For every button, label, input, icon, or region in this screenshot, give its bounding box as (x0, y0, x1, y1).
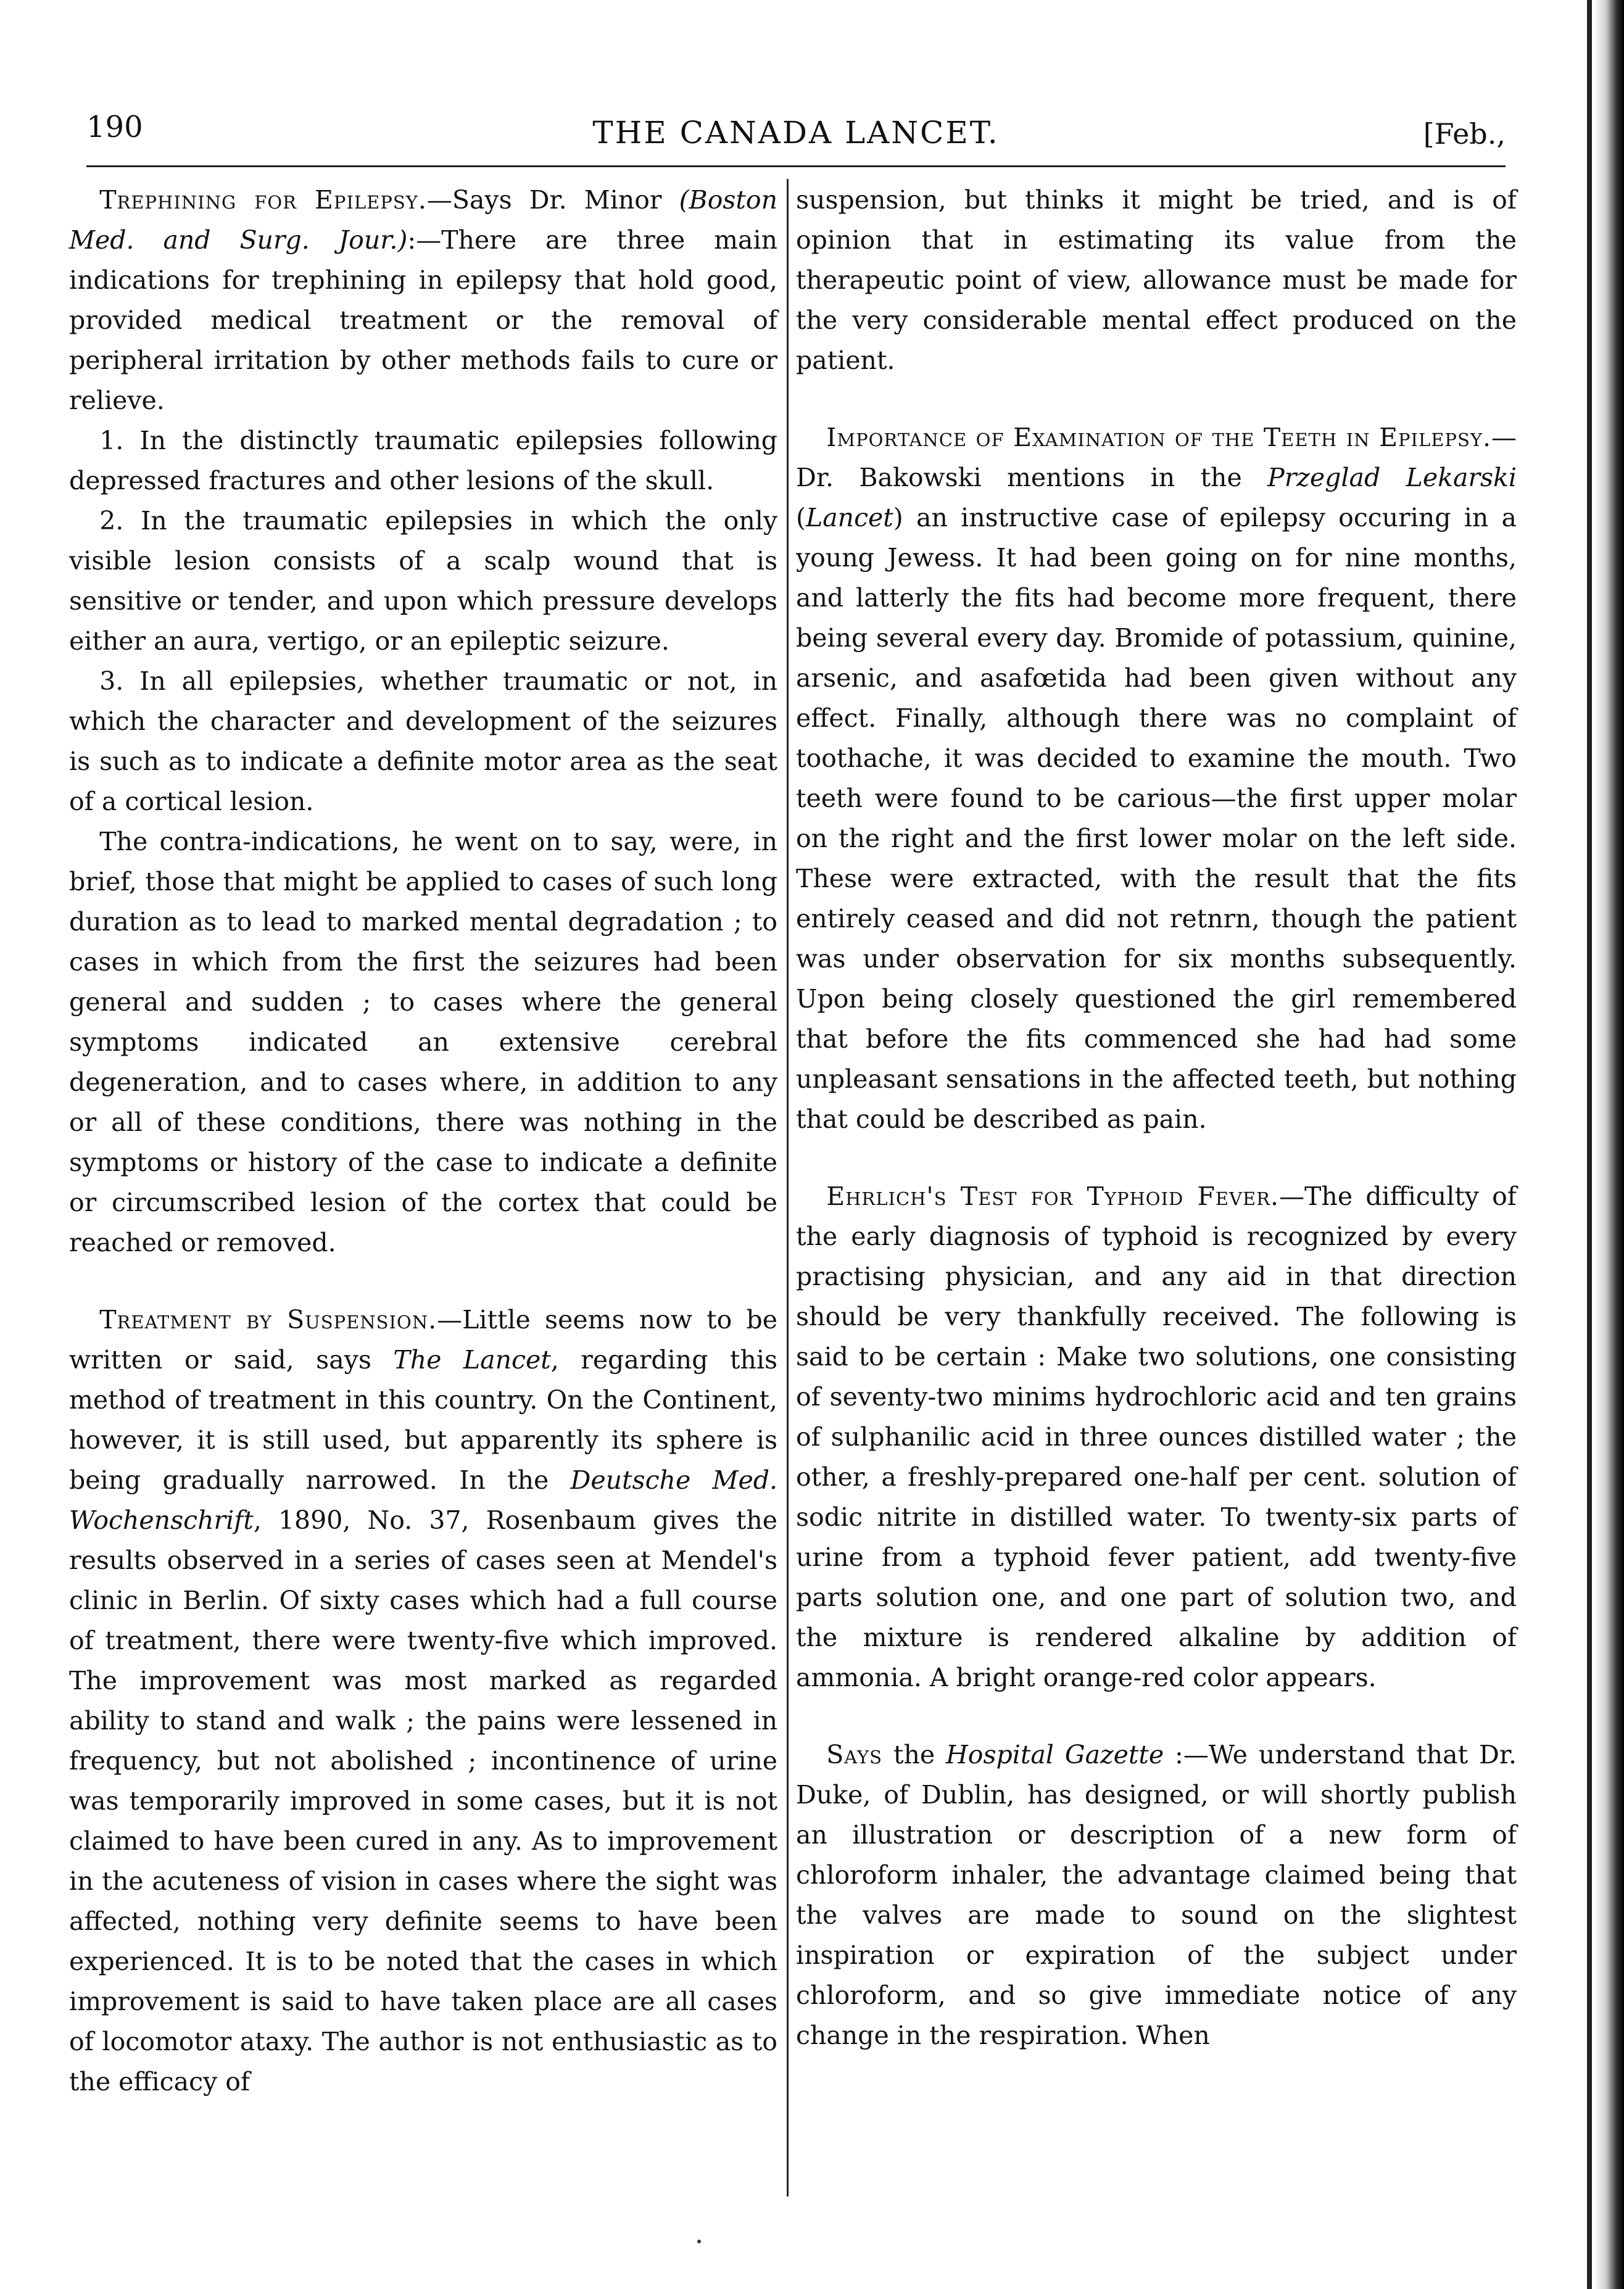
suspension-source-2: Deutsche Med. Wochenschrift (69, 1465, 777, 1535)
trephining-point-2: 2. In the traumatic epilepsies in which the only visible lesion consists of a scalp wound that is sensitive or tender, and upon which pressure develops either an aura, vertigo, or an epileptic seizure. (69, 506, 777, 656)
trephining-heading: Trephining for Epilepsy. (99, 185, 427, 215)
suspension-article (69, 1300, 777, 2102)
suspension-heading: Treatment by Suspension. (99, 1305, 437, 1335)
page-number: 190 (86, 110, 143, 144)
suspension-text-c: , 1890, No. 37, Rosenbaum gives the results observed in a series of cases seen at Mendel's clinic in Berlin. Of sixty cases which had a full course of treatment, there were twenty-five which improved. The improvement was most marked as regarded ability to stand and walk ; the pains were lessened in frequency, but not abolished ; incontinence of urine was temporarily improved in some cases, but it is not claimed to have been cured in any. As to improvement in the acuteness of vision in cases where the sight was affected, nothing very definite seems to have been experienced. It is to be noted that the cases in which improvement is said to have taken place are all cases of locomotor ataxy. The author is not enthusiastic as to the efficacy of (69, 1505, 777, 2097)
trephining-source: (Boston Med. and Surg. Jour.) (69, 185, 777, 255)
gazette-article (796, 1735, 1517, 2056)
left-column (69, 180, 777, 2102)
trephining-intro (69, 180, 777, 421)
teeth-heading: Importance of Examination of the Teeth in Epilepsy. (826, 423, 1491, 452)
teeth-text-c: ) an instructive case of epilepsy occuring in a young Jewess. It had been going on for nine months, and latterly the fits had become more frequent, there being several every day. Bromide of potassium, quinine, arsenic, and asafœtida had been given without any effect. Finally, although there was no complaint of toothache, it was decided to examine the mouth. Two teeth were found to be carious—the first upper molar on the right and the first lower molar on the left side. These were extracted, with the result that the fits entirely ceased and did not retnrn, though the patient was under observation for six months subsequently. Upon being closely questioned the girl remembered that before the fits commenced she had had some unpleasant sensations in the affected teeth, but nothing that could be described as pain. (796, 503, 1517, 1134)
gazette-heading: Says (826, 1740, 883, 1770)
gazette-source: Hospital Gazette (946, 1740, 1164, 1770)
suspension-continued: suspension, but thinks it might be tried, and is of opinion that in estimating its value from the therapeutic point of view, allowance must be made for the very considerable mental effect produced on the patient. (796, 185, 1517, 375)
ehrlich-article (796, 1177, 1517, 1698)
ehrlich-text: —The difficulty of the early diagnosis of typhoid is recognized by every practising physician, and any aid in that direction should be very thankfully received. The following is said to be certain : Make two solutions, one consisting of seventy-two minims hydrochloric acid and ten grains of sulphanilic acid in three ounces distilled water ; the other, a freshly-prepared one-half per cent. solution of sodic nitrite in distilled water. To twenty-six parts of urine from a typhoid fever patient, add twenty-five parts solution one, and one part of solution two, and the mixture is rendered alkaline by addition of ammonia. A bright orange-red color appears. (796, 1182, 1517, 1692)
teeth-source-1: Przeglad Lekarski (1267, 463, 1517, 492)
suspension-text-b: , regarding this method of treatment in this country. On the Continent, however, it is still used, but apparently its sphere is being gradually narrowed. In the (69, 1345, 778, 1495)
ehrlich-heading: Ehrlich's Test for Typhoid Fever. (826, 1182, 1280, 1211)
trephining-point-3: 3. In all epilepsies, whether traumatic or not, in which the character and development of the seizures is such as to indicate a definite motor area as the seat of a cortical lesion. (69, 666, 777, 816)
page-edge-shadow (1594, 0, 1624, 2289)
page-header (86, 110, 1506, 167)
gazette-text-a: the (882, 1740, 947, 1770)
suspension-source-1: The Lancet (393, 1345, 551, 1375)
journal-title: THE CANADA LANCET. (592, 115, 1000, 151)
teeth-text-a: —Dr. Bakowski mentions in the (796, 423, 1517, 492)
trephining-intro-b: :—There are three main indications for trephining in epilepsy that hold good, provided medical treatment or the removal of peripheral irritation by other methods fails to cure or relieve. (69, 225, 777, 415)
trephining-contraindications: The contra-indications, he went on to say, were, in brief, those that might be applied to cases of such long duration as to lead to marked mental degradation ; to cases in which from the first the seizures had been general and sudden ; to cases where the general symptoms indicated an extensive cerebral degeneration, and to cases where, in addition to any or all of these conditions, there was nothing in the symptoms or history of the case to indicate a definite or circumscribed lesion of the cortex that could be reached or removed. (69, 827, 777, 1257)
teeth-text-b: ( (796, 503, 806, 532)
right-column (796, 180, 1517, 2056)
scan-speck (697, 2240, 701, 2243)
binding-line (1587, 0, 1592, 2289)
trephining-intro-a: —Says Dr. Minor (426, 185, 679, 215)
teeth-source-2: Lancet (806, 503, 893, 532)
suspension-text-a: —Little seems now to be written or said, says (69, 1305, 778, 1375)
trephining-point-1: 1. In the distinctly traumatic epilepsies following depressed fractures and other lesions of the skull. (69, 426, 777, 495)
issue-month: [Feb., (1423, 117, 1506, 151)
teeth-article (796, 418, 1517, 1140)
column-divider (787, 179, 789, 2196)
gazette-text-b: :—We understand that Dr. Duke, of Dublin, has designed, or will shortly publish an illustration or description of a new form of chloroform inhaler, the advantage claimed being that the valves are made to sound on the slightest inspiration or expiration of the subject under chloroform, and so give immediate notice of any change in the respiration. When (796, 1740, 1517, 2050)
